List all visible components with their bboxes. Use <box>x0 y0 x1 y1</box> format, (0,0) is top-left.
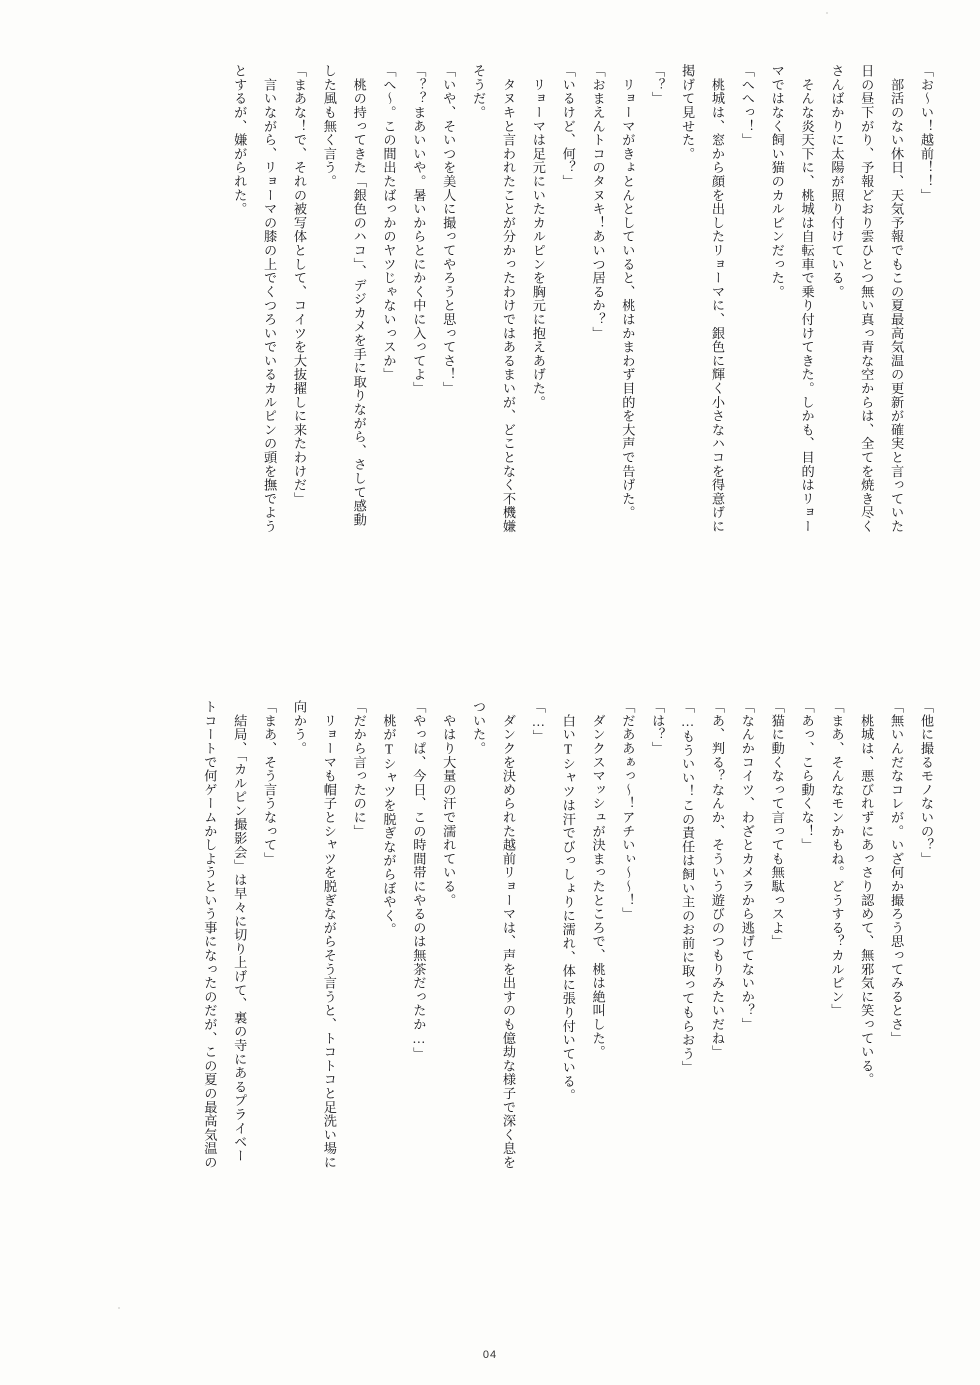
text-block-lower <box>190 700 936 1280</box>
text-column: 「猫に動くなって言っても無駄っスよ」 <box>769 700 785 949</box>
text-column: やはり大量の汗で濡れている。 <box>441 700 457 907</box>
page-number: 04 <box>482 1349 498 1361</box>
text-column: 「まあな！で、それの被写体として、コイツを大抜擢しに来たわけだ」 <box>291 64 307 506</box>
text-column: 「あ、判る？なんか、そういう遊びのつもりみたいだね」 <box>709 700 725 1059</box>
text-column: 白いTシャツは汗でびっしょりに濡れ、体に張り付いている。 <box>560 700 576 1102</box>
text-column: トコートで何ゲームかしようという事になったのだが、この夏の最高気温の <box>202 700 218 1170</box>
text-column: 「無いんだなコレが。いざ何か撮ろう思ってみるとさ」 <box>889 700 905 1045</box>
text-column: 「…」 <box>530 700 546 744</box>
text-column: 「やっぱ、今日、この時間帯にやるのは無茶だったか…」 <box>411 700 427 1061</box>
text-column: 結局、「カルピン撮影会」は早々に切り上げて、裏の寺にあるプライベー <box>232 700 248 1163</box>
speck-mark <box>118 1307 120 1309</box>
text-column: 「いや、そいつを美人に撮ってやろうと思ってさ！」 <box>441 64 457 396</box>
text-column: 「なんかコイツ、わざとカメラから逃げてないか？」 <box>739 700 755 1032</box>
text-column: 「へ〜。この間出たばっかのヤツじゃないっスか」 <box>381 64 397 382</box>
text-column: 桃の持ってきた「銀色のハコ」、デジカメを手に取りながら、さして感動 <box>351 64 367 527</box>
text-column: 「？？まあいいや。暑いからとにかく中に入ってよ」 <box>411 64 427 396</box>
text-column: 「まあ、そう言うなって」 <box>262 700 278 866</box>
text-column: 「お〜い！越前！！」 <box>919 64 934 202</box>
text-column: 部活のない休日、天気予報でもこの夏最高気温の更新が確実と言っていた <box>889 64 905 534</box>
text-column: とするが、嫌がられた。 <box>232 64 248 216</box>
text-column: さんばかりに太陽が照り付けている。 <box>829 64 845 299</box>
text-column: 「だから言ったのに」 <box>351 700 367 838</box>
text-column: マではなく飼い猫のカルピンだった。 <box>769 64 785 299</box>
text-column: 桃城は、窓から顔を出したリョーマに、銀色に輝く小さなハコを得意げに <box>709 64 725 534</box>
text-column: 「いるけど、何？」 <box>560 64 576 189</box>
text-column: 「？」 <box>650 64 666 106</box>
text-column: 「おまえんトコのタヌキ！あいつ居るか？」 <box>590 64 606 340</box>
text-column: ダンクスマッシュが決まったところで、桃は絶叫した。 <box>590 700 606 1059</box>
text-block-upper <box>219 64 936 644</box>
text-column: 「他に撮るモノないの？」 <box>919 700 934 866</box>
text-column: 日の昼下がり、予報どおり雲ひとつ無い真っ青な空からは、全てを焼き尽く <box>859 64 875 534</box>
text-column: 掲げて見せた。 <box>680 64 696 161</box>
text-column: 「…もういい！この責任は飼い主のお前に取ってもらおう」 <box>680 700 696 1075</box>
text-column: 「だああぁっ〜！アチいぃ〜〜！」 <box>620 700 636 921</box>
text-column: 「まあ、そんなモンかもね。どうする？カルピン」 <box>829 700 845 1018</box>
text-column: 言いながら、リョーマの膝の上でくつろいでいるカルピンの頭を撫でよう <box>262 64 278 534</box>
text-column: 桃がTシャツを脱ぎながらぼやく。 <box>381 700 397 937</box>
text-column: ついた。 <box>471 700 487 756</box>
text-column: タヌキと言われたことが分かったわけではあるまいが、どことなく不機嫌 <box>500 64 516 534</box>
text-column: リョーマは足元にいたカルピンを胸元に抱えあげた。 <box>530 64 546 409</box>
text-column: そうだ。 <box>471 64 487 120</box>
text-column: 向かう。 <box>291 700 307 756</box>
text-column: リョーマがきょとんとしていると、桃はかまわず目的を大声で告げた。 <box>620 64 636 520</box>
text-column: 「は？」 <box>650 700 666 756</box>
text-column: そんな炎天下に、桃城は自転車で乗り付けてきた。しかも、目的はリョー <box>799 64 815 534</box>
speck-mark <box>826 12 828 14</box>
text-column: 桃城は、悪びれずにあっさり認めて、無邪気に笑っている。 <box>859 700 875 1087</box>
text-column: 「へへっ！」 <box>739 64 755 147</box>
text-column: ダンクを決められた越前リョーマは、声を出すのも億劫な様子で深く息を <box>500 700 516 1170</box>
text-column: リョーマも帽子とシャツを脱ぎながらそう言うと、トコトコと足洗い場に <box>321 700 337 1170</box>
text-column: 「あっ、こら動くな！」 <box>799 700 815 852</box>
text-column: した風も無く言う。 <box>321 64 337 189</box>
